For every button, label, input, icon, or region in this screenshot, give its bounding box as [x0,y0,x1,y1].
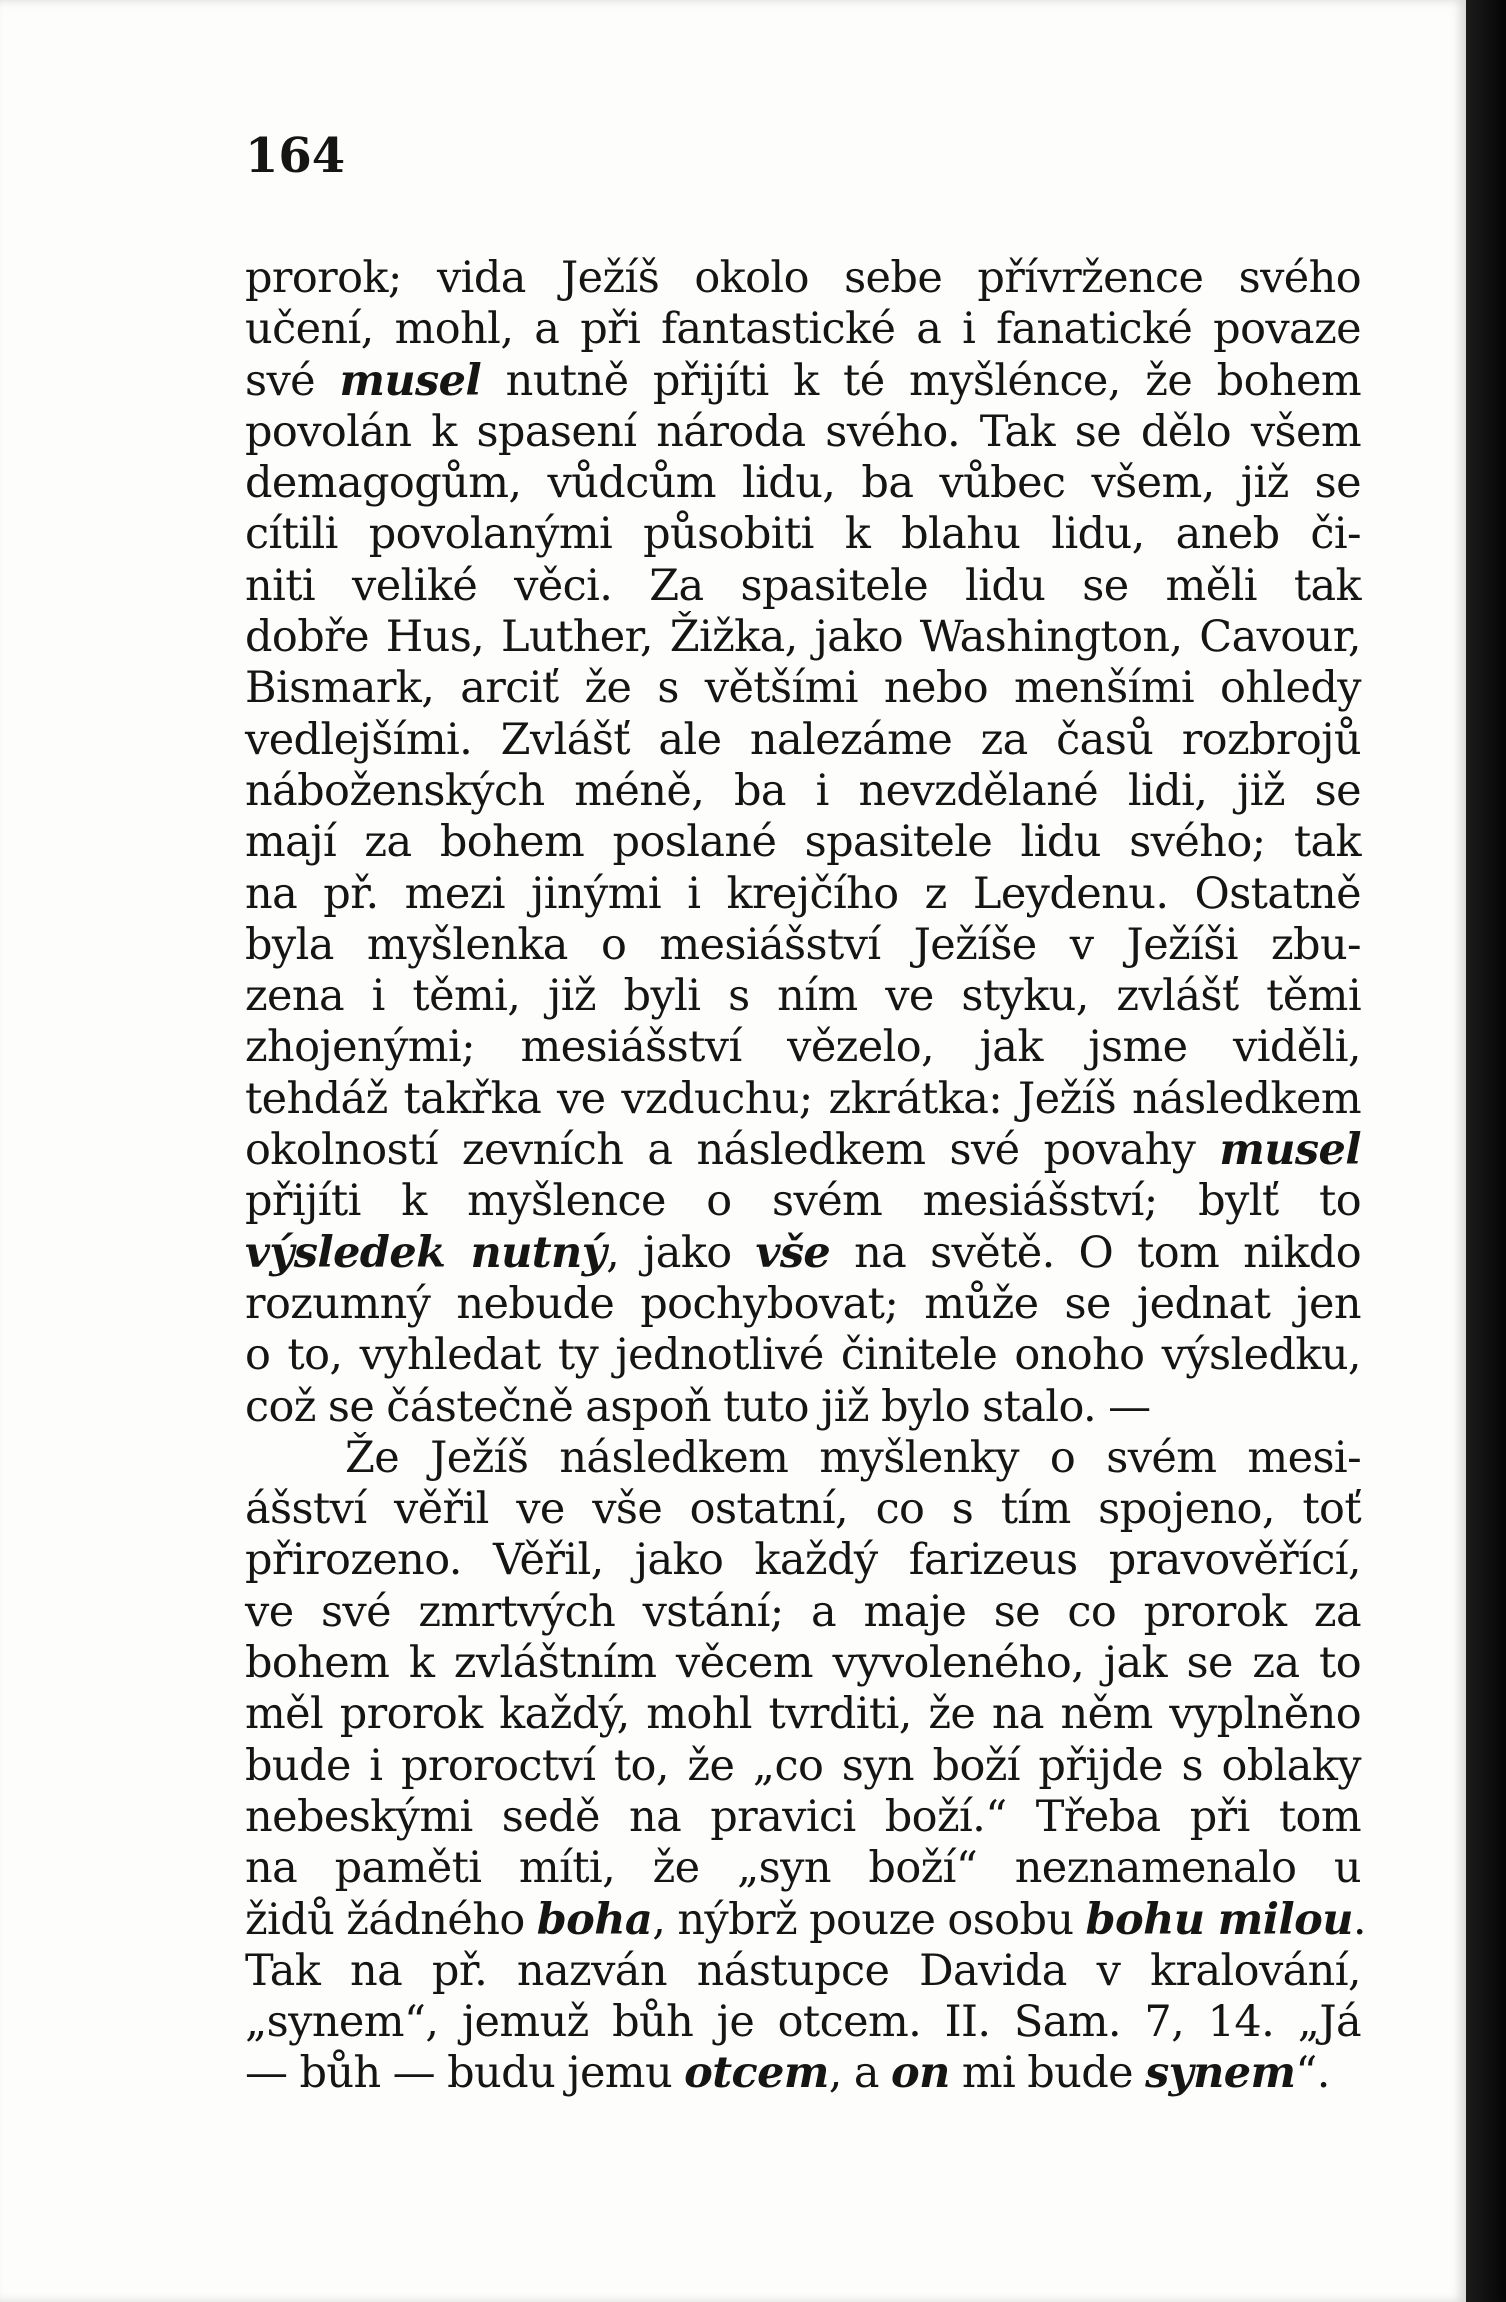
text-line: na paměti míti, že „syn boží“ neznamenalo u [245,1843,1361,1894]
text-line: zhojenými; mesiášství vězelo, jak jsme viděli, [245,1022,1361,1073]
text-line: přijíti k myšlence o svém mesiášství; bylť to [245,1176,1361,1227]
text-line [245,1228,1361,1279]
text-run: — bůh — budu jemu [245,2048,685,2099]
text-line: Bismark, arciť že s většími nebo menšími ohledy [245,663,1361,714]
text-line [245,356,1361,407]
emphasis-text: boha [536,1894,653,1945]
text-run: “. [1295,2048,1330,2099]
text-line: cítili povolanými působiti k blahu lidu, aneb či- [245,509,1361,560]
text-line [245,1125,1361,1176]
text-line: vedlejšími. Zvlášť ale nalezáme za časů rozbrojů [245,714,1361,765]
text-line [245,1894,1366,1946]
text-line: mají za bohem poslané spasitele lidu svého; tak [245,817,1361,868]
emphasis-text: bohu milou [1085,1894,1353,1945]
text-line: měl prorok každý, mohl tvrditi, že na něm vyplněno [245,1689,1361,1740]
text-line: dobře Hus, Luther, Žižka, jako Washington, Cavour, [245,612,1361,663]
text-line: bohem k zvláštním věcem vyvoleného, jak se za to [245,1638,1361,1689]
emphasis-text: otcem [684,2048,829,2099]
text-line: rozumný nebude pochybovat; může se jednat jen [245,1278,1361,1329]
text-line: byla myšlenka o mesiášství Ježíše v Ježíši zbu- [245,919,1361,970]
page-number: 164 [245,128,346,184]
text-line [245,2048,1361,2099]
text-line: na př. mezi jinými i krejčího z Leydenu. Ostatně [245,868,1361,919]
text-line: Že Ježíš následkem myšlenky o svém mesi- [345,1432,1361,1483]
emphasis-text: synem [1145,2048,1296,2099]
emphasis-text: výsledek nutný [245,1227,607,1278]
text-run: , a [828,2048,891,2099]
scan-edge [1466,0,1506,2302]
emphasis-text: musel [1219,1125,1361,1176]
text-line: ve své zmrtvých vstání; a maje se co prorok za [245,1586,1361,1637]
text-run: nutně přijíti k té myšlénce, že bohem [481,355,1361,406]
text-run: mi bude [949,2048,1146,2099]
text-line: demagogům, vůdcům lidu, ba vůbec všem, již se [245,458,1361,509]
text-line: náboženských méně, ba i nevzdělané lidi, již se [245,765,1361,816]
text-run: židů žádného [245,1894,537,1945]
text-line: o to, vyhledat ty jednotlivé činitele onoho výsledku, [245,1330,1361,1381]
text-line: nebeskými sedě na pravici boží.“ Třeba při tom [245,1791,1361,1842]
text-line: bude i proroctví to, že „co syn boží přijde s oblaky [245,1740,1361,1791]
text-run: , nýbrž pouze osobu [652,1894,1086,1945]
text-line: Tak na př. nazván nástupce Davida v kralování, [245,1945,1361,1996]
text-line: což se částečně aspoň tuto již bylo stalo. — [245,1381,1151,1432]
body-text [245,253,1366,2100]
text-line: „synem“, jemuž bůh je otcem. II. Sam. 7, 14. „Já [245,1997,1361,2048]
text-run: , jako [606,1227,756,1278]
text-line: učení, mohl, a při fantastické a i fanatické povaze [245,304,1361,355]
text-run: své [245,355,340,406]
emphasis-text: on [891,2048,950,2099]
text-line: ášství věřil ve vše ostatní, co s tím spojeno, toť [245,1484,1361,1535]
text-line: tehdáž takřka ve vzduchu; zkrátka: Ježíš následkem [245,1073,1361,1124]
text-run: na světě. O tom nikdo [830,1227,1361,1278]
emphasis-text: musel [339,355,482,406]
text-run: . [1352,1894,1366,1945]
emphasis-text: vše [755,1227,831,1278]
text-line: zena i těmi, již byli s ním ve styku, zvlášť těmi [245,971,1361,1022]
text-line: přirozeno. Věřil, jako každý farizeus pravověřící, [245,1535,1361,1586]
text-line: niti veliké věci. Za spasitele lidu se měli tak [245,560,1361,611]
text-line: povolán k spasení národa svého. Tak se dělo všem [245,406,1361,457]
text-run: okolností zevních a následkem své povahy [245,1125,1220,1176]
text-line: prorok; vida Ježíš okolo sebe přívržence svého [245,253,1361,303]
